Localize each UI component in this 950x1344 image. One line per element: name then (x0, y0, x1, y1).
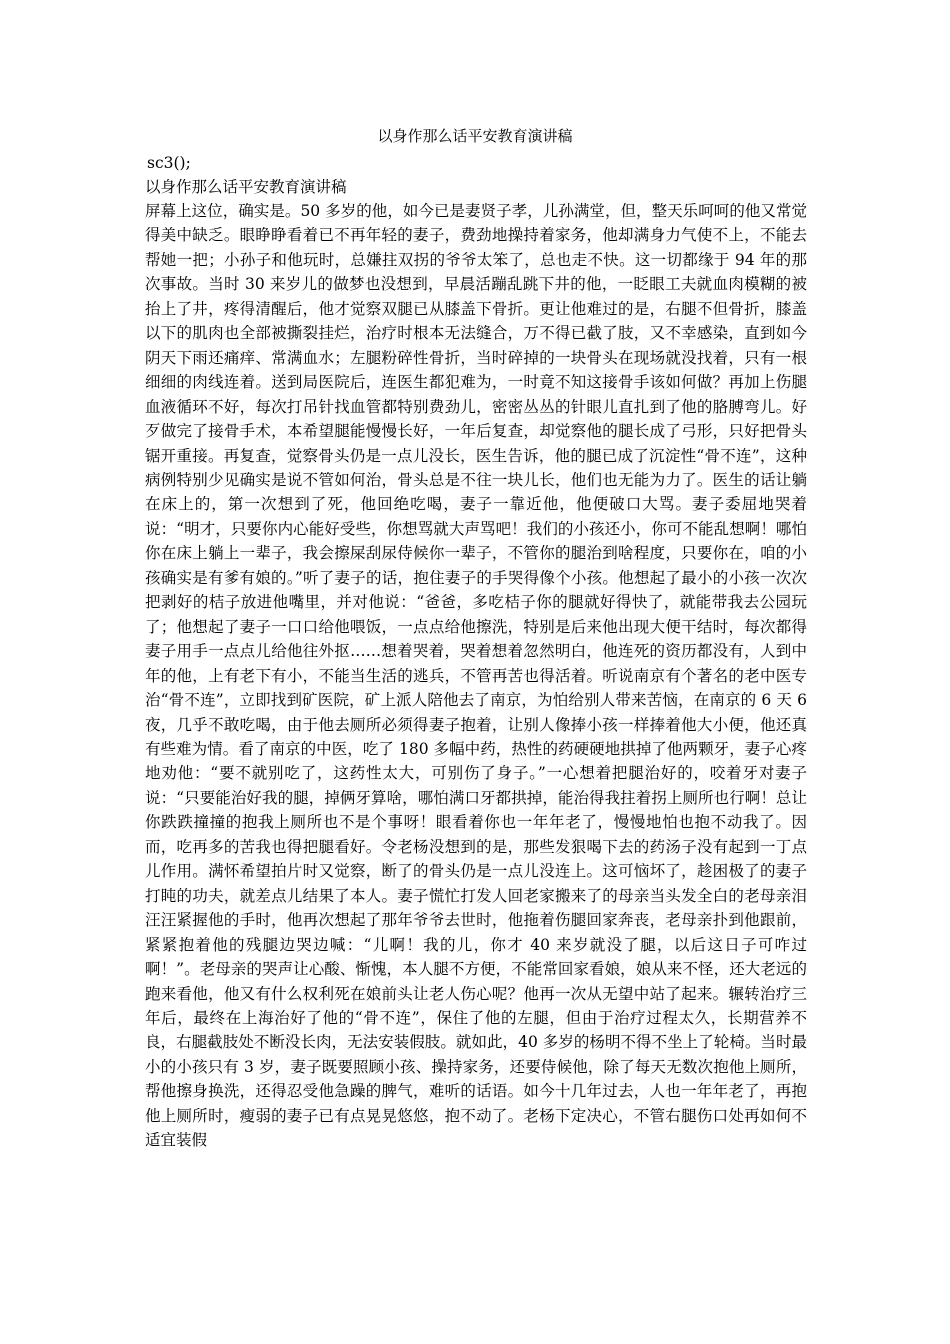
document-subtitle: 以身作那么话平安教育演讲稿 (145, 178, 347, 196)
document-title: 以身作那么话平安教育演讲稿 (377, 127, 573, 145)
code-line: sc3(); (147, 154, 191, 172)
body-paragraph: 屏幕上这位，确实是。50 多岁的他，如今已是妻贤子孝，儿孙满堂，但，整天乐呵呵的他又常觉得美中缺乏。眼睁睁看着已不再年轻的妻子，费劲地操持着家务，他却满身力气使不上，不能去帮她一把；小孙子和他玩时，总嫌拄双拐的爷爷太笨了，总也走不快。这一切都缘于 94 年的那次事故。当时 30 来岁儿的做梦也没想到，早晨活蹦乱跳下井的他，一眨眼工夫就血肉模糊的被抬上了井，疼得清醒后，他才觉察双腿已从膝盖下骨折。更让他难过的是，右腿不但骨折，膝盖以下的肌肉也全部被撕裂挂烂，治疗时根本无法缝合，万不得已截了肢，又不幸感染，直到如今阴天下雨还痛痒、常满血水；左腿粉碎性骨折，当时碎掉的一块骨头在现场就没找着，只有一根细细的肉线连着。送到局医院后，连医生都犯难为，一时竟不知这接骨手该如何做？再加上伤腿血液循环不好，每次打吊针找血管都特别费劲儿，密密丛丛的针眼儿直扎到了他的胳膊弯儿。好歹做完了接骨手术，本希望腿能慢慢长好，一年后复查，却觉察他的腿长成了弓形，只好把骨头锯开重接。再复查，觉察骨头仍是一点儿没长，医生告诉，他的腿已成了沉淀性“骨不连”，这种病例特别少见确实是说不管如何治，骨头总是不往一块儿长，他们也无能为力了。医生的话让躺在床上的，第一次想到了死，他回绝吃喝，妻子一靠近他，他便破口大骂。妻子委屈地哭着说：“明才，只要你内心能好受些，你想骂就大声骂吧！我们的小孩还小，你可不能乱想啊！哪怕你在床上躺上一辈子，我会擦屎刮尿侍候你一辈子，不管你的腿治到啥程度，只要你在，咱的小孩确实是有爹有娘的。”听了妻子的话，抱住妻子的手哭得像个小孩。他想起了最小的小孩一次次把剥好的桔子放进他嘴里，并对他说：“爸爸，多吃桔子你的腿就好得快了，就能带我去公园玩了；他想起了妻子一口口给他喂饭，一点点给他擦洗，特别是后来他出现大便干结时，每次都得妻子用手一点点儿给他往外抠……想着哭着，哭着想着忽然明白，他连死的资历都没有，人到中年的他，上有老下有小，不能当生活的逃兵，不管再苦也得活着。听说南京有个著名的老中医专治“骨不连”，立即找到矿医院，矿上派人陪他去了南京，为怕给别人带来苦恼，在南京的 6 天 6 夜，几乎不敢吃喝，由于他去厕所必须得妻子抱着，让别人像捧小孩一样捧着他大小便，他还真有些难为情。看了南京的中医，吃了 180 多幅中药，热性的药硬硬地拱掉了他两颗牙，妻子心疼地劝他：“要不就别吃了，这药性太大，可别伤了身子。”一心想着把腿治好的，咬着牙对妻子说：“只要能治好我的腿，掉俩牙算啥，哪怕满口牙都拱掉，能治得我拄着拐上厕所也行啊！总让你跌跌撞撞的抱我上厕所也不是个事呀！眼看着你也一年年老了，慢慢地怕也抱不动我了。因而，吃再多的苦我也得把腿看好。令老杨没想到的是，那些发狠喝下去的药汤子没有起到一丁点儿作用。满怀希望拍片时又觉察，断了的骨头仍是一点儿没连上。这可恼坏了，趁困极了的妻子打盹的功夫，就差点儿结果了本人。妻子慌忙打发人回老家搬来了的母亲当头发全白的老母亲泪汪汪紧握他的手时，他再次想起了那年爷爷去世时，他拖着伤腿回家奔丧，老母亲扑到他跟前，紧紧抱着他的残腿边哭边喊：“儿啊！我的儿，你才 40 来岁就没了腿，以后这日子可咋过啊！”。老母亲的哭声让心酸、惭愧，本人腿不方便，不能常回家看娘，娘从来不怪，还大老远的跑来看他，他又有什么权利死在娘前头让老人伤心呢？他再一次从无望中站了起来。辗转治疗三年后，最终在上海治好了他的“骨不连”，保住了他的左腿，但由于治疗过程太久，长期营养不良，右腿截肢处不断没长肉，无法安装假肢。就如此，40 多岁的杨明不得不坐上了轮椅。当时最小的小孩只有 3 岁，妻子既要照顾小孩、操持家务，还要侍候他，除了每天无数次抱他上厕所，帮他擦身换洗，还得忍受他急躁的脾气，难听的话语。如今十几年过去，人也一年年老了，再抱他上厕所时，瘦弱的妻子已有点晃晃悠悠，抱不动了。老杨下定决心，不管右腿伤口处再如何不适宜装假 (145, 202, 812, 1150)
